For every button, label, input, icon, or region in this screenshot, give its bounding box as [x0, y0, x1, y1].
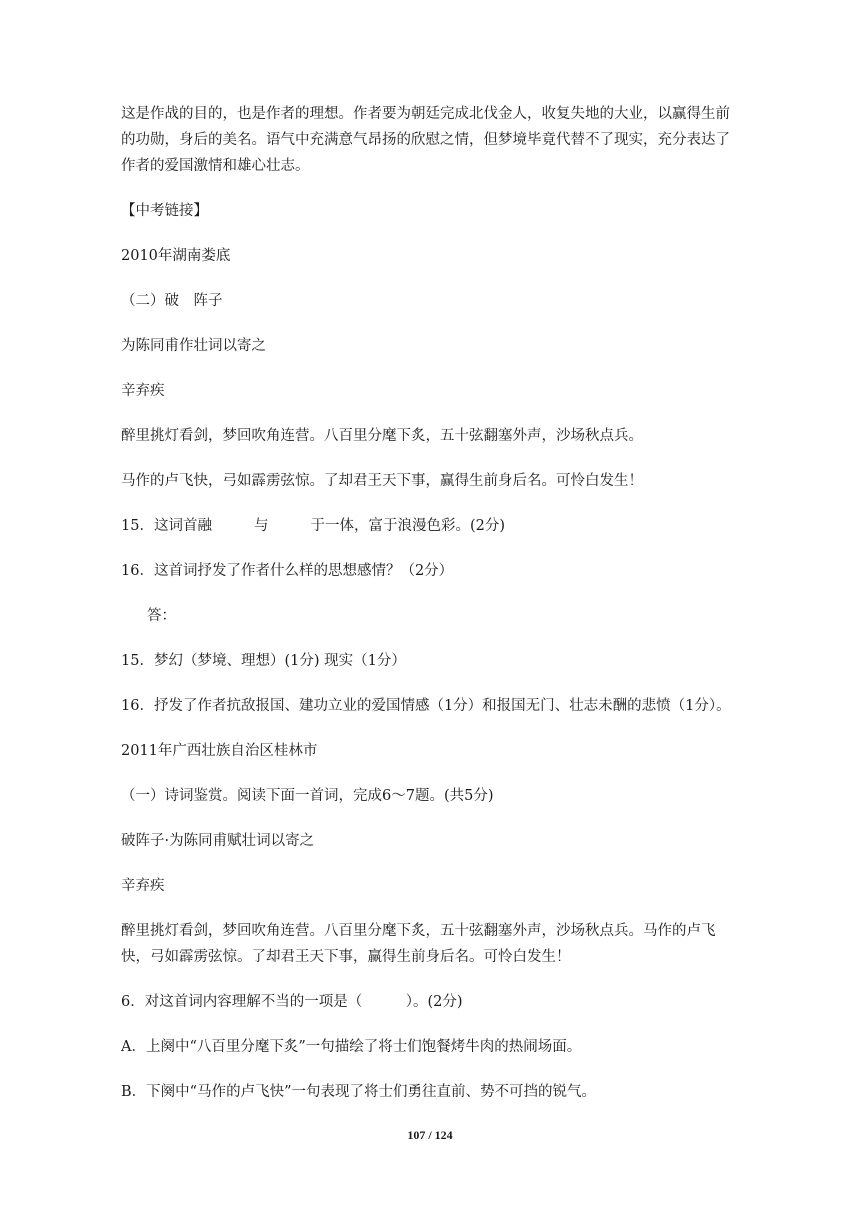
- exam2-part-title: （一）诗词鉴赏。阅读下面一首词，完成6～7题。(共5分): [121, 788, 494, 804]
- exam1-poem-line-1: 醉里挑灯看剑，梦回吹角连营。八百里分麾下炙，五十弦翻塞外声，沙场秋点兵。: [121, 428, 643, 444]
- answer-16: 16．抒发了作者抗敌报国、建功立业的爱国情感（1分）和报国无门、壮志未酬的悲愤（1分）。: [121, 698, 731, 714]
- exam1-poem-subtitle: 为陈同甫作壮词以寄之: [121, 338, 266, 354]
- section-heading: 【中考链接】: [121, 203, 208, 219]
- exam2-poem-subtitle: 破阵子·为陈同甫赋壮词以寄之: [121, 833, 315, 849]
- answer-label: 答：: [147, 608, 176, 624]
- exam2-poem-text: 醉里挑灯看剑，梦回吹角连营。八百里分麾下炙，五十弦翻塞外声，沙场秋点兵。马作的卢飞快，弓如霹雳弦惊。了却君王天下事，赢得生前身后名。可怜白发生！: [121, 923, 716, 965]
- answer-15: 15．梦幻（梦境、理想）(1分) 现实（1分）: [121, 653, 406, 669]
- document-body: [121, 101, 741, 1105]
- exam1-poem-line-2: 马作的卢飞快，弓如霹雳弦惊。了却君王天下事，赢得生前身后名。可怜白发生！: [121, 473, 643, 489]
- exam-source-2011: 2011年广西壮族自治区桂林市: [121, 743, 318, 759]
- exam-source-2010: 2010年湖南娄底: [121, 248, 231, 264]
- exam1-part-title: （二）破 阵子: [121, 293, 223, 309]
- question-15-part-b: 与: [253, 518, 269, 534]
- question-6: 6．对这首词内容理解不当的一项是（ ）。(2分): [121, 994, 463, 1010]
- option-a: A．上阕中“八百里分麾下炙”一句描绘了将士们饱餐烤牛肉的热闹场面。: [121, 1039, 582, 1055]
- exam1-poem-author: 辛弃疾: [121, 383, 165, 399]
- page-number: 107 / 124: [407, 1128, 453, 1142]
- question-15: [121, 513, 741, 539]
- exam2-poem-author: 辛弃疾: [121, 878, 165, 894]
- question-15-part-c: 于一体，富于浪漫色彩。(2分): [310, 518, 505, 534]
- option-b: B．下阕中“马作的卢飞快”一句表现了将士们勇往直前、势不可挡的锐气。: [121, 1084, 596, 1100]
- question-15-part-a: 15．这词首融: [121, 518, 212, 534]
- question-16: 16．这首词抒发了作者什么样的思想感情？（2分）: [121, 563, 454, 579]
- intro-paragraph: 这是作战的目的，也是作者的理想。作者要为朝廷完成北伐金人，收复失地的大业，以赢得生前的功勋，身后的美名。语气中充满意气昂扬的欣慰之情，但梦境毕竟代替不了现实，充分表达了作者的爱国激情和雄心壮志。: [121, 106, 730, 174]
